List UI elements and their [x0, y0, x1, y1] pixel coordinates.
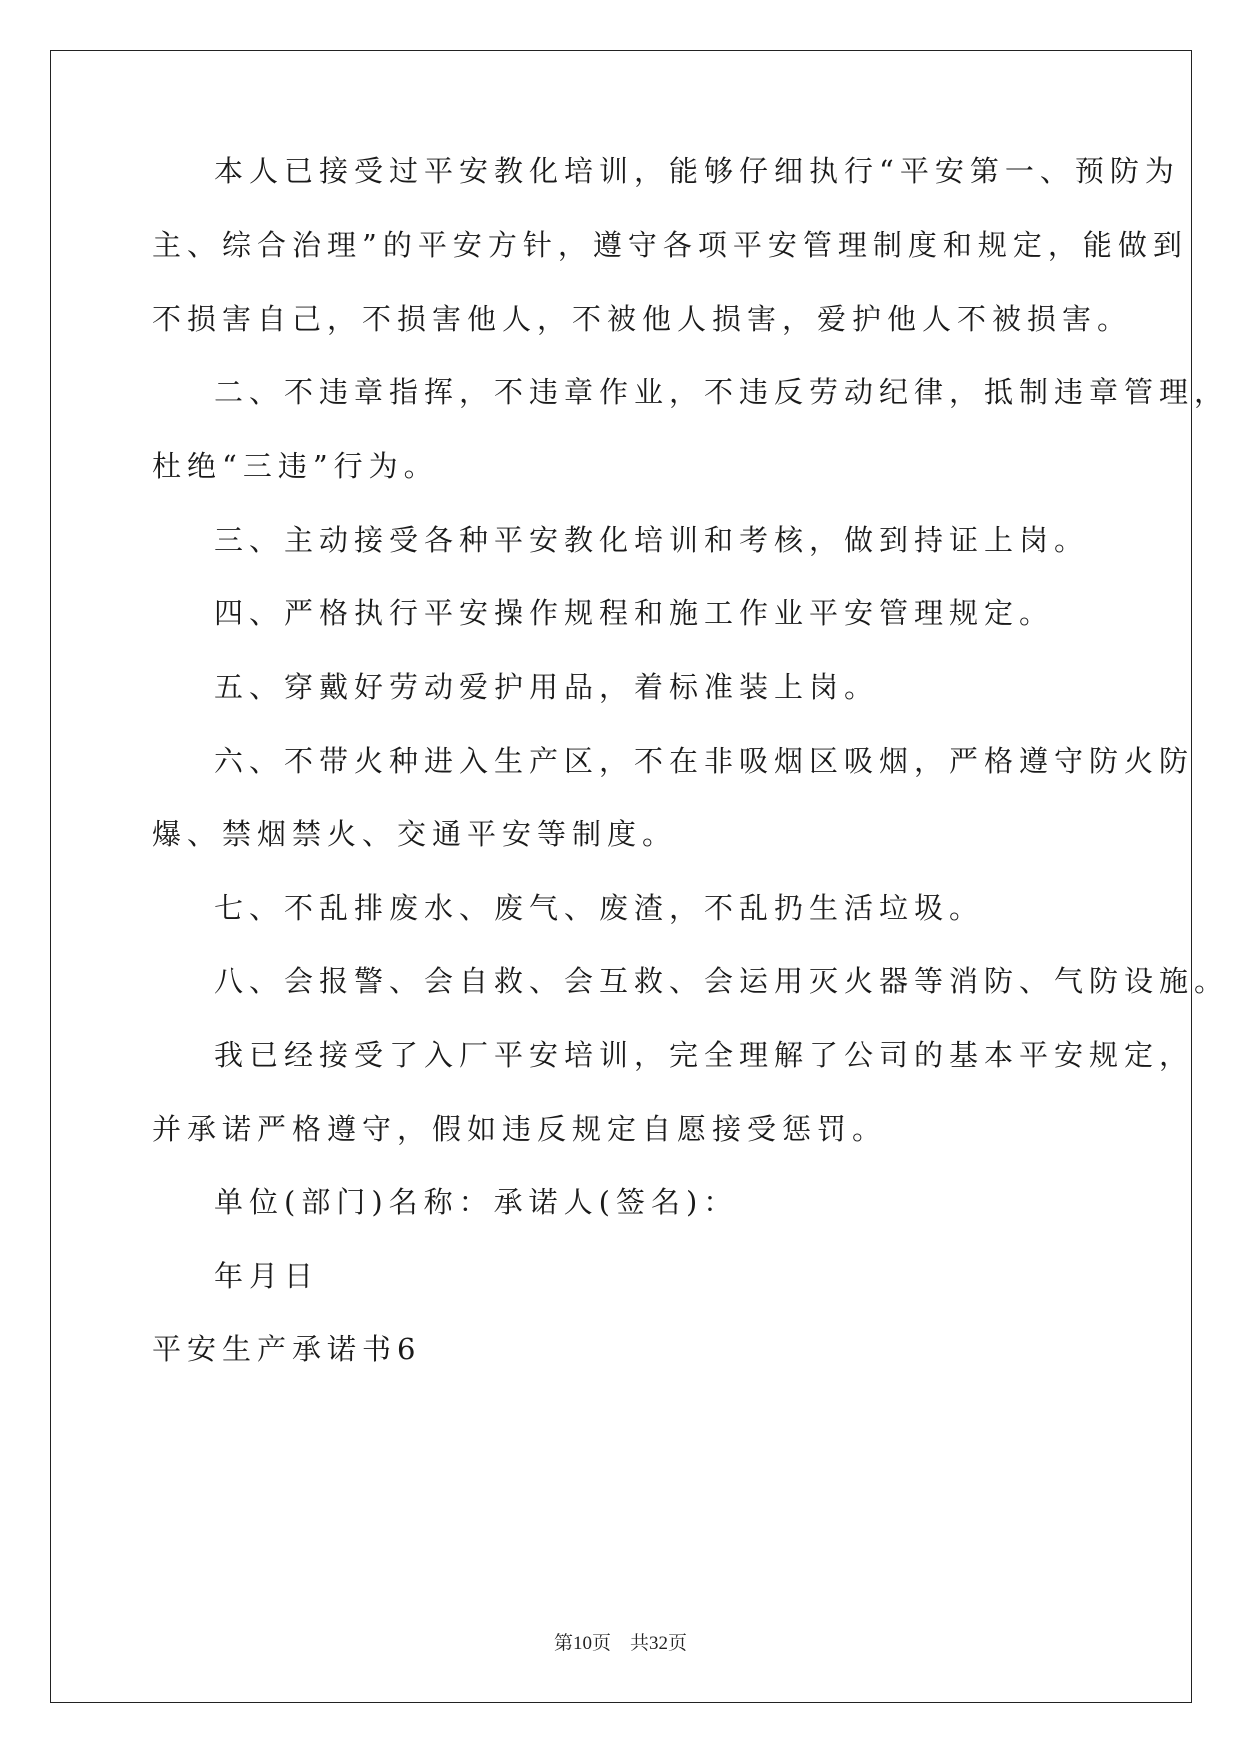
item-5: 五、穿戴好劳动爱护用品，着标准装上岗。	[214, 670, 880, 704]
signature-line: 单位(部门)名称：承诺人(签名)：	[214, 1185, 739, 1219]
item-2-line-2: 杜绝“三违”行为。	[152, 449, 439, 483]
paragraph-1-line-1: 本人已接受过平安教化培训，能够仔细执行“平安第一、预防为	[214, 154, 1180, 188]
item-4: 四、严格执行平安操作规程和施工作业平安管理规定。	[214, 596, 1055, 630]
pledge-line-1: 我已经接受了入厂平安培训，完全理解了公司的基本平安规定，	[214, 1038, 1195, 1072]
pledge-line-2: 并承诺严格遵守，假如违反规定自愿接受惩罚。	[152, 1112, 888, 1146]
item-2-line-1: 二、不违章指挥，不违章作业，不违反劳动纪律，抵制违章管理，	[214, 375, 1230, 409]
date-line: 年月日	[214, 1259, 320, 1293]
paragraph-1-line-3: 不损害自己，不损害他人，不被他人损害，爱护他人不被损害。	[152, 302, 1133, 336]
item-6-line-2: 爆、禁烟禁火、交通平安等制度。	[152, 817, 678, 851]
next-section-heading: 平安生产承诺书6	[152, 1332, 422, 1366]
item-6-line-1: 六、不带火种进入生产区，不在非吸烟区吸烟，严格遵守防火防	[214, 744, 1195, 778]
page-border	[50, 50, 1195, 1703]
item-3: 三、主动接受各种平安教化培训和考核，做到持证上岗。	[214, 523, 1090, 557]
page-number-footer: 第10页 共32页	[553, 1633, 687, 1654]
item-7: 七、不乱排废水、废气、废渣，不乱扔生活垃圾。	[214, 891, 985, 925]
paragraph-1-line-2: 主、综合治理”的平安方针，遵守各项平安管理制度和规定，能做到	[152, 228, 1188, 262]
item-8: 八、会报警、会自救、会互救、会运用灭火器等消防、气防设施。	[214, 964, 1230, 998]
